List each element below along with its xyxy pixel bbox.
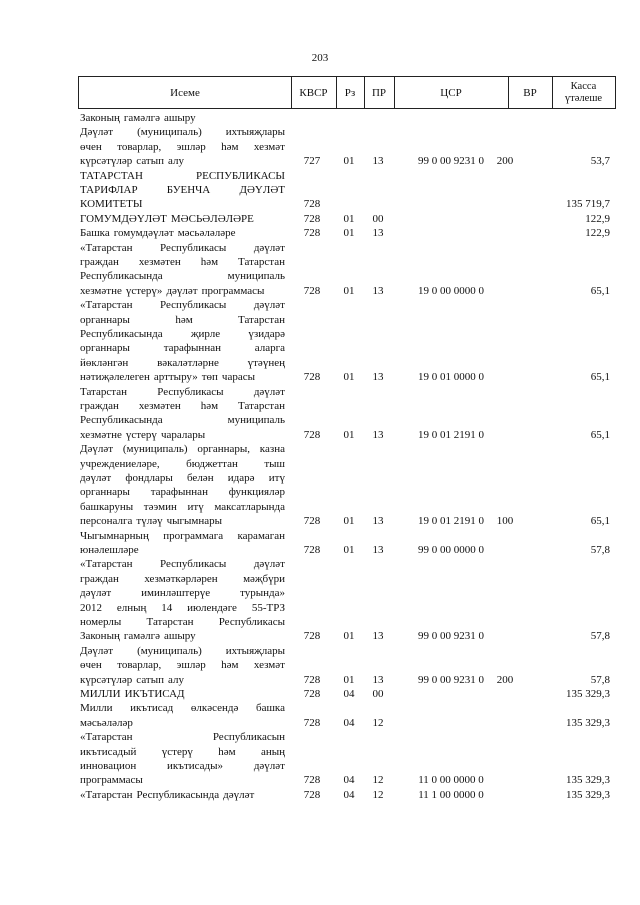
row-name-line: программасы xyxy=(80,774,143,787)
cell-rz: 01 xyxy=(343,227,355,240)
row-name-line: өчен товарлар, эшләр һәм хезмәт xyxy=(80,140,285,153)
row-name-line: ТАТАРСТАН РЕСПУБЛИКАСЫ xyxy=(80,169,285,182)
cell-pr: 00 xyxy=(372,212,384,225)
cell-kvsr: 728 xyxy=(303,227,321,240)
table-row xyxy=(80,730,616,788)
row-name-line: Республикасында җирле үзидарә xyxy=(80,328,285,340)
row-name xyxy=(80,701,285,730)
table-row xyxy=(80,125,616,168)
row-name-line: йөкләнгән вәкаләтләрне үтәүнең xyxy=(80,356,285,369)
row-name-line: органнары тарафыннан аларга xyxy=(80,342,285,355)
cell-sum: 65,1 xyxy=(590,515,610,528)
cell-rz: 01 xyxy=(343,155,355,168)
row-name-line: Дәүләт (муниципаль) органнары, казна xyxy=(80,443,285,456)
row-name-line: граждан хезмәтен һәм Татарстан xyxy=(80,400,285,412)
row-name-line: МИЛЛИ ИКЪТИСАД xyxy=(80,688,185,700)
row-name xyxy=(80,111,285,125)
cell-sum: 135 719,7 xyxy=(566,198,610,211)
cell-rz: 01 xyxy=(343,428,355,441)
row-name-line: юнәлешләре xyxy=(80,544,139,556)
cell-sum: 65,1 xyxy=(590,371,610,384)
cell-rz: 04 xyxy=(343,774,355,787)
row-name-line: «Татарстан Республикасында дәүләт xyxy=(80,788,255,801)
header-sum: Касса үтәлеше xyxy=(564,80,603,104)
row-name-line: «Татарстан Республикасы дәүләт xyxy=(80,241,285,254)
cell-csr: 99 0 00 9231 0 xyxy=(418,673,484,686)
row-name-line: номерлы Татарстан Республикасы xyxy=(80,616,285,629)
cell-csr: 11 1 00 0000 0 xyxy=(418,788,484,801)
cell-csr: 99 0 00 9231 0 xyxy=(418,155,484,168)
table-row xyxy=(80,701,616,730)
cell-csr: 99 0 00 9231 0 xyxy=(418,630,484,643)
cell-pr: 13 xyxy=(372,155,384,168)
table-row xyxy=(80,557,616,643)
cell-pr: 12 xyxy=(372,716,384,729)
cell-pr: 12 xyxy=(372,788,384,801)
cell-csr: 19 0 01 2191 0 xyxy=(418,428,484,441)
row-name-line: икътисадый үстерү һәм аның xyxy=(80,745,285,758)
cell-pr: 13 xyxy=(372,371,384,384)
row-name-line: 2012 елның 14 июлендәге 55-ТРЗ xyxy=(80,601,285,614)
row-name-line: ГОМУМДӘҮЛӘТ МӘСЬӘЛӘЛӘРЕ xyxy=(80,212,254,225)
header-name: Исеме xyxy=(79,77,292,108)
header-vr: ВР xyxy=(508,77,553,108)
row-name-line: КОМИТЕТЫ xyxy=(80,198,143,211)
cell-kvsr: 728 xyxy=(303,687,321,700)
row-name xyxy=(80,442,285,528)
row-name-line: мәсьәләләр xyxy=(80,716,133,729)
cell-pr: 13 xyxy=(372,673,384,686)
cell-vr: 100 xyxy=(496,515,514,528)
cell-pr: 13 xyxy=(372,543,384,556)
cell-kvsr: 728 xyxy=(303,543,321,556)
cell-rz: 01 xyxy=(343,543,355,556)
table-header xyxy=(78,76,616,109)
cell-rz: 01 xyxy=(343,212,355,225)
cell-rz: 01 xyxy=(343,284,355,297)
cell-rz: 04 xyxy=(343,716,355,729)
cell-rz: 01 xyxy=(343,371,355,384)
cell-kvsr: 728 xyxy=(303,212,321,225)
cell-sum: 65,1 xyxy=(590,284,610,297)
row-name-line: инновацион икътисады» дәүләт xyxy=(80,760,285,772)
row-name-line: учреждениеләре, бюджеттан тыш xyxy=(80,457,285,470)
table-row xyxy=(80,212,616,226)
cell-rz: 01 xyxy=(343,630,355,643)
table-row xyxy=(80,111,616,125)
row-name-line: «Татарстан Республикасы дәүләт xyxy=(80,558,285,571)
row-name-line: өчен товарлар, эшләр һәм хезмәт xyxy=(80,659,285,672)
table-row xyxy=(80,298,616,384)
cell-kvsr: 728 xyxy=(303,371,321,384)
row-name xyxy=(80,730,285,788)
row-name-line: Татарстан Республикасы дәүләт xyxy=(80,385,285,398)
cell-sum: 122,9 xyxy=(585,227,610,240)
cell-sum: 57,8 xyxy=(590,673,610,686)
cell-pr: 13 xyxy=(372,428,384,441)
table-row xyxy=(80,385,616,443)
table-row xyxy=(80,644,616,687)
row-name-line: Башка гомумдәүләт мәсьәләләре xyxy=(80,227,236,240)
row-name xyxy=(80,687,285,701)
cell-pr: 13 xyxy=(372,630,384,643)
cell-sum: 65,1 xyxy=(590,428,610,441)
cell-sum: 53,7 xyxy=(590,155,610,168)
cell-kvsr: 727 xyxy=(303,155,321,168)
cell-kvsr: 728 xyxy=(303,630,321,643)
cell-kvsr: 728 xyxy=(303,515,321,528)
header-rz: Рз xyxy=(336,77,365,108)
row-name-line: хезмәтне үстерү чаралары xyxy=(80,428,206,441)
row-name-line: хезмәтне үстерү» дәүләт программасы xyxy=(80,284,265,297)
cell-rz: 04 xyxy=(343,788,355,801)
cell-rz: 01 xyxy=(343,515,355,528)
row-name-line: Милли икътисад өлкәсендә башка xyxy=(80,702,285,715)
row-name-line: күрсәтүләр сатып алу xyxy=(80,673,184,686)
row-name xyxy=(80,385,285,443)
table-row xyxy=(80,241,616,299)
row-name-line: «Татарстан Республикасы дәүләт xyxy=(80,299,285,312)
row-name xyxy=(80,644,285,687)
row-name-line: Дәүләт (муниципаль) ихтыяҗлары xyxy=(80,644,285,657)
cell-csr: 99 0 00 0000 0 xyxy=(418,543,484,556)
cell-pr: 13 xyxy=(372,284,384,297)
cell-sum: 135 329,3 xyxy=(566,687,610,700)
row-name-line: «Татарстан Республикасын xyxy=(80,731,285,744)
row-name-line: органнары һәм Татарстан xyxy=(80,313,285,326)
row-name-line: Чыгымнарның программага карамаган xyxy=(80,529,285,542)
cell-sum: 135 329,3 xyxy=(566,716,610,729)
row-name xyxy=(80,298,285,384)
header-kvsr: КВСР xyxy=(291,77,337,108)
row-name-line: Дәүләт (муниципаль) ихтыяҗлары xyxy=(80,126,285,139)
row-name-line: органнары тарафыннан функцияләр xyxy=(80,486,285,499)
cell-kvsr: 728 xyxy=(303,788,321,801)
cell-kvsr: 728 xyxy=(303,198,321,211)
row-name-line: нәтиҗәлелеген арттыру» төп чарасы xyxy=(80,371,255,384)
table-row xyxy=(80,788,616,802)
cell-csr: 11 0 00 0000 0 xyxy=(418,774,484,787)
row-name-line: дәүләт фондлары белән идарә итү xyxy=(80,472,285,484)
header-pr: ПР xyxy=(364,77,395,108)
cell-pr: 00 xyxy=(372,687,384,700)
cell-sum: 57,8 xyxy=(590,630,610,643)
row-name-line: граждан хезмәтен һәм Татарстан xyxy=(80,256,285,268)
row-name xyxy=(80,169,285,212)
row-name-line: граждан хезмәткәрләрен мәҗбүри xyxy=(80,572,285,585)
header-csr: ЦСР xyxy=(394,77,509,108)
row-name-line: Республикасында муниципаль xyxy=(80,414,285,427)
cell-sum: 135 329,3 xyxy=(566,774,610,787)
row-name-line: дәүләт иминләштерүе турында» xyxy=(80,587,285,600)
cell-sum: 135 329,3 xyxy=(566,788,610,801)
row-name xyxy=(80,212,285,226)
cell-kvsr: 728 xyxy=(303,774,321,787)
row-name-line: ТАРИФЛАР БУЕНЧА ДӘҮЛӘТ xyxy=(80,184,285,196)
cell-pr: 12 xyxy=(372,774,384,787)
table-row xyxy=(80,529,616,558)
row-name-line: Законың гамәлгә ашыру xyxy=(80,630,196,643)
row-name xyxy=(80,557,285,643)
row-name xyxy=(80,529,285,558)
cell-csr: 19 0 00 0000 0 xyxy=(418,284,484,297)
cell-kvsr: 728 xyxy=(303,284,321,297)
table-row xyxy=(80,169,616,212)
row-name-line: күрсәтүләр сатып алу xyxy=(80,155,184,168)
cell-kvsr: 728 xyxy=(303,428,321,441)
cell-kvsr: 728 xyxy=(303,673,321,686)
table-row xyxy=(80,226,616,240)
table-row xyxy=(80,687,616,701)
row-name-line: Республикасында муниципаль xyxy=(80,270,285,283)
row-name xyxy=(80,226,285,240)
cell-pr: 13 xyxy=(372,515,384,528)
row-name-line: Законың гамәлгә ашыру xyxy=(80,112,196,124)
cell-csr: 19 0 01 0000 0 xyxy=(418,371,484,384)
row-name-line: башкаруны тәэмин итү максатларында xyxy=(80,500,285,513)
cell-rz: 04 xyxy=(343,687,355,700)
row-name xyxy=(80,788,285,802)
row-name xyxy=(80,241,285,299)
cell-pr: 13 xyxy=(372,227,384,240)
page-number: 203 xyxy=(311,52,329,64)
table-row xyxy=(80,442,616,528)
row-name xyxy=(80,125,285,168)
row-name-line: персоналга түләү чыгымнары xyxy=(80,515,223,528)
cell-vr: 200 xyxy=(496,673,514,686)
cell-sum: 122,9 xyxy=(585,212,610,225)
cell-rz: 01 xyxy=(343,673,355,686)
cell-vr: 200 xyxy=(496,155,514,168)
cell-csr: 19 0 01 2191 0 xyxy=(418,515,484,528)
cell-kvsr: 728 xyxy=(303,716,321,729)
cell-sum: 57,8 xyxy=(590,543,610,556)
